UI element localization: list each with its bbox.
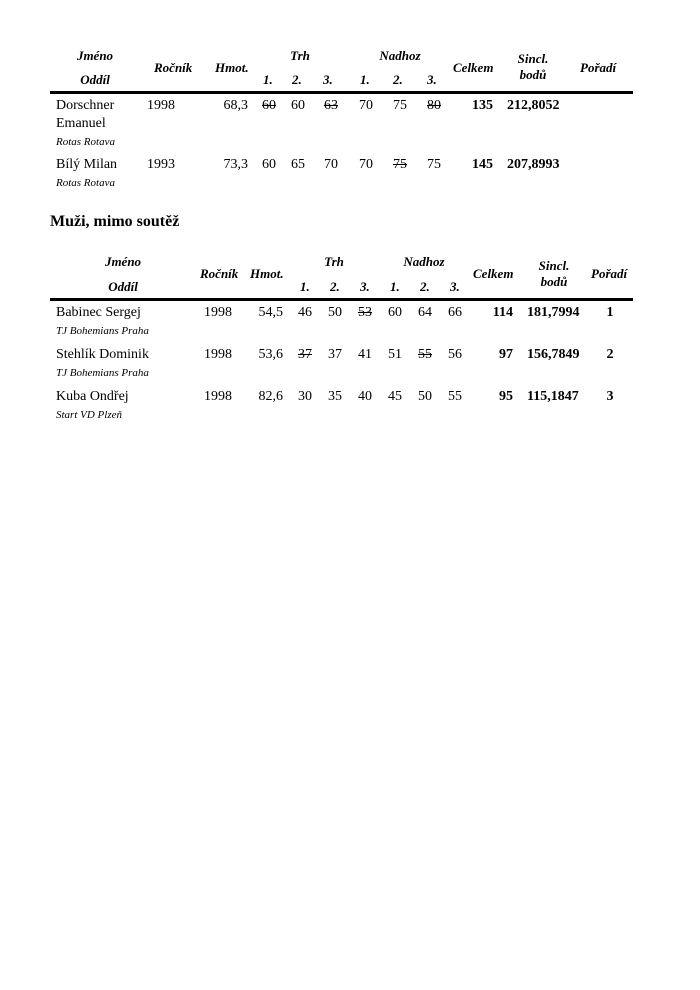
snatch-attempt-3: 70: [324, 157, 338, 172]
athlete-club: TJ Bohemians Praha: [56, 325, 149, 337]
birth-year: 1998: [204, 347, 232, 362]
total: 145: [472, 157, 493, 172]
total: 97: [499, 347, 513, 362]
cj-attempt-1: 70: [359, 98, 373, 113]
header-snatch: Trh: [290, 48, 310, 63]
athlete-club: Start VD Plzeň: [56, 409, 122, 421]
birth-year: 1993: [147, 157, 175, 172]
header-cj-att2: 2.: [393, 72, 403, 87]
header-name: Jméno: [76, 48, 114, 63]
cj-attempt-2: 64: [418, 305, 432, 320]
snatch-attempt-1: 60: [262, 157, 276, 172]
body-weight: 73,3: [223, 157, 248, 172]
snatch-attempt-2: 65: [291, 157, 305, 172]
cj-attempt-3: 56: [448, 347, 462, 362]
cj-attempt-3: 75: [427, 157, 441, 172]
header-club: Oddíl: [80, 72, 110, 87]
cj-attempt-3: 66: [448, 305, 462, 320]
cj-attempt-1: 51: [388, 347, 402, 362]
sinclair-points: 115,1847: [527, 389, 579, 404]
birth-year: 1998: [147, 98, 175, 113]
header-year: Ročník: [200, 266, 239, 281]
header-name: Jméno: [104, 254, 142, 269]
cj-attempt-2: 55: [418, 347, 432, 362]
rank: 2: [606, 347, 614, 362]
athlete-name: Bílý Milan: [56, 157, 118, 172]
header-snatch-att2: 2.: [330, 279, 340, 294]
snatch-attempt-2: 50: [328, 305, 342, 320]
athlete-name: Stehlík Dominik: [56, 347, 149, 362]
header-cj-att2: 2.: [420, 279, 430, 294]
rank: 3: [606, 389, 614, 404]
snatch-attempt-3: 53: [358, 305, 372, 320]
sinclair-points: 212,8052: [507, 98, 560, 113]
body-weight: 82,6: [258, 389, 283, 404]
cj-attempt-2: 50: [418, 389, 432, 404]
header-rule: [50, 91, 633, 94]
cj-attempt-1: 60: [388, 305, 402, 320]
header-year: Ročník: [154, 60, 193, 75]
header-cj-att1: 1.: [360, 72, 370, 87]
header-snatch-att1: 1.: [263, 72, 273, 87]
snatch-attempt-2: 60: [291, 98, 305, 113]
snatch-attempt-3: 41: [358, 347, 372, 362]
athlete-club: Rotas Rotava: [56, 136, 115, 148]
total: 95: [499, 389, 513, 404]
snatch-attempt-3: 63: [324, 98, 338, 113]
header-rule: [50, 298, 633, 301]
header-sinclair-points: bodů: [540, 274, 568, 289]
header-weight: Hmot.: [250, 266, 284, 281]
cj-attempt-1: 45: [388, 389, 402, 404]
header-clean-jerk: Nadhoz: [379, 48, 421, 63]
athlete-name: Kuba Ondřej: [56, 389, 129, 404]
athlete-name: Babinec Sergej: [56, 305, 141, 320]
athlete-club: TJ Bohemians Praha: [56, 367, 149, 379]
total: 135: [472, 98, 493, 113]
athlete-name: Dorschner: [56, 98, 115, 113]
header-sinclair: Sincl.: [538, 258, 570, 273]
cj-attempt-2: 75: [393, 157, 407, 172]
snatch-attempt-1: 37: [298, 347, 312, 362]
section-title: Muži, mimo soutěž: [50, 213, 180, 230]
snatch-attempt-1: 46: [298, 305, 312, 320]
header-snatch-att3: 3.: [360, 279, 370, 294]
rank: 1: [606, 305, 614, 320]
total: 114: [492, 305, 513, 320]
snatch-attempt-2: 37: [328, 347, 342, 362]
header-snatch-att1: 1.: [300, 279, 310, 294]
header-club: Oddíl: [108, 279, 138, 294]
cj-attempt-3: 80: [427, 98, 441, 113]
header-total: Celkem: [473, 266, 514, 281]
header-weight: Hmot.: [215, 60, 249, 75]
snatch-attempt-3: 40: [358, 389, 372, 404]
header-rank: Pořadí: [591, 266, 628, 281]
body-weight: 68,3: [223, 98, 248, 113]
birth-year: 1998: [204, 389, 232, 404]
header-snatch-att3: 3.: [323, 72, 333, 87]
header-snatch: Trh: [324, 254, 344, 269]
header-clean-jerk: Nadhoz: [403, 254, 445, 269]
body-weight: 54,5: [258, 305, 283, 320]
header-cj-att3: 3.: [427, 72, 437, 87]
snatch-attempt-2: 35: [328, 389, 342, 404]
header-total: Celkem: [453, 60, 494, 75]
snatch-attempt-1: 30: [298, 389, 312, 404]
sinclair-points: 207,8993: [507, 157, 560, 172]
birth-year: 1998: [204, 305, 232, 320]
header-cj-att3: 3.: [450, 279, 460, 294]
cj-attempt-1: 70: [359, 157, 373, 172]
header-rank: Pořadí: [580, 60, 617, 75]
header-sinclair-points: bodů: [519, 67, 547, 82]
header-snatch-att2: 2.: [292, 72, 302, 87]
sinclair-points: 181,7994: [527, 305, 580, 320]
cj-attempt-3: 55: [448, 389, 462, 404]
header-sinclair: Sincl.: [517, 51, 549, 66]
cj-attempt-2: 75: [393, 98, 407, 113]
snatch-attempt-1: 60: [262, 98, 276, 113]
athlete-name-line2: Emanuel: [56, 116, 106, 131]
header-cj-att1: 1.: [390, 279, 400, 294]
sinclair-points: 156,7849: [527, 347, 580, 362]
body-weight: 53,6: [258, 347, 283, 362]
athlete-club: Rotas Rotava: [56, 177, 115, 189]
